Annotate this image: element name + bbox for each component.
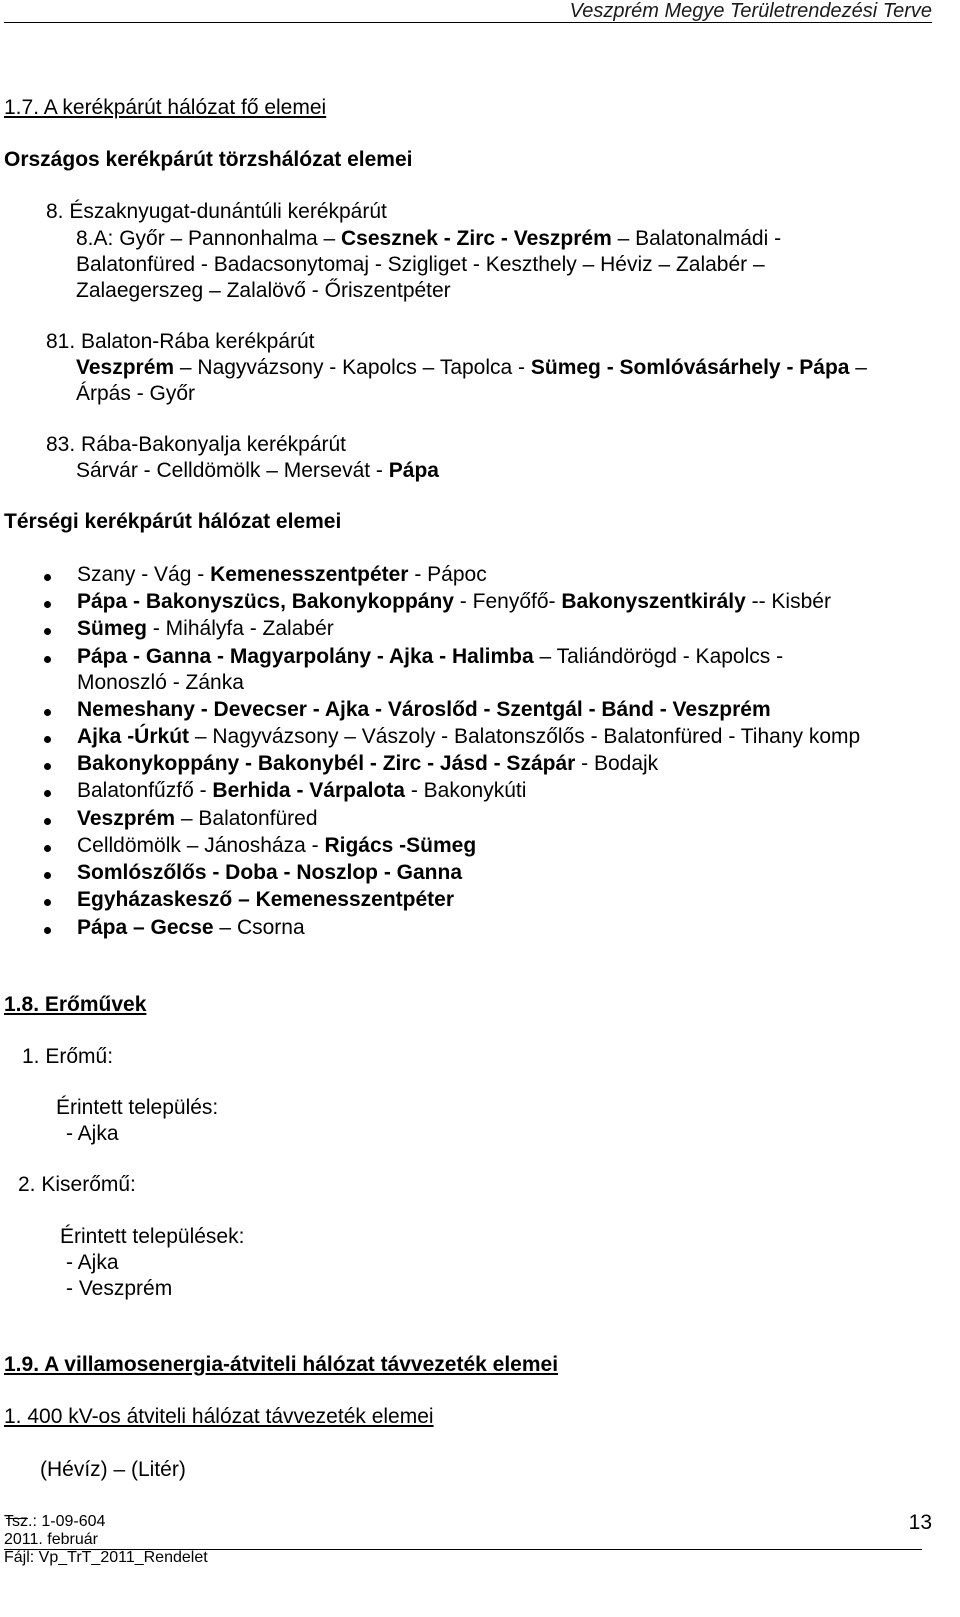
affected-label-2: Érintett települések: [60, 1225, 245, 1248]
bullet [44, 790, 51, 797]
bullet [44, 763, 51, 770]
list-item [77, 834, 476, 858]
regional-heading-text: Térségi kerékpárút hálózat elemei [4, 510, 342, 533]
seg: – Csorna [213, 916, 305, 939]
footer-file: Fájl: Vp_TrT_2011_Rendelet [4, 1549, 208, 1566]
seg: – Taliándörögd - Kapolcs - [533, 645, 784, 668]
list-item [77, 698, 771, 722]
page-number: 13 [908, 1511, 932, 1534]
footer-date: 2011. február [4, 1531, 98, 1548]
seg: Celldömölk – Jánosháza - [77, 834, 325, 857]
affected-place: - Ajka [66, 1122, 119, 1145]
route-8a-line3: Zalaegerszeg – Zalalövő - Őriszentpéter [76, 279, 451, 302]
list-item [77, 752, 658, 776]
regional-heading [4, 510, 341, 534]
bullet [44, 628, 51, 635]
route-83-seg-bold: Pápa [388, 459, 439, 482]
route-81-seg-bold: Sümeg - Somlóvásárhely - Pápa [530, 356, 850, 379]
seg: - Fenyőfő- [453, 590, 562, 613]
route-83-line1 [76, 459, 439, 483]
national-heading [4, 148, 413, 172]
seg-bold: Somlószőlős - Doba - Noszlop - Ganna [77, 861, 463, 884]
route-8a-seg: – Balatonalmádi - [611, 227, 782, 250]
seg: – Nagyvázsony – Vászoly - Balatonszőlős - Balatonfüred - Tihany komp [189, 725, 861, 748]
bullet [44, 845, 51, 852]
route-81-seg: – [849, 356, 867, 379]
seg-bold: Berhida - Várpalota [212, 779, 405, 802]
seg-bold: Egyházaskesző – Kemenesszentpéter [77, 888, 455, 911]
transmission-line: (Hévíz) – (Litér) [40, 1458, 186, 1481]
bullet [44, 709, 51, 716]
seg-bold: Sümeg [77, 617, 148, 640]
seg: Balatonfűzfő - [77, 779, 213, 802]
seg-bold: Pápa - Bakonyszücs, Bakonykoppány [77, 590, 454, 613]
header-rule [4, 22, 932, 23]
list-item [77, 779, 526, 803]
route-8a-line1 [76, 227, 781, 251]
route-81-line2: Árpás - Győr [76, 382, 196, 405]
section-1-8-title-text: 1.8. Erőművek [4, 993, 147, 1016]
route-8a-seg-bold: Csesznek - Zirc - Veszprém [341, 227, 612, 250]
section-1-9-sub-text: 1. 400 kV-os átviteli hálózat távvezeték elemei [4, 1405, 434, 1428]
route-81-line1 [76, 356, 867, 380]
route-81-seg: – Nagyvázsony - Kapolcs – Tapolca - [174, 356, 531, 379]
list-item [77, 888, 454, 912]
route-83-seg: Sárvár - Celldömölk – Mersevát - [76, 459, 389, 482]
route-83-title: 83. Rába-Bakonyalja kerékpárút [46, 433, 347, 456]
affected-label-1: Érintett település: [56, 1096, 219, 1119]
powerplant-item-2: 2. Kiserőmű: [18, 1173, 136, 1196]
bullet [44, 872, 51, 879]
affected-place: - Veszprém [66, 1277, 173, 1300]
header-title: Veszprém Megye Területrendezési Terve [569, 0, 932, 22]
bullet [44, 574, 51, 581]
seg: - Mihályfa - Zalabér [147, 617, 334, 640]
list-item [77, 916, 305, 940]
bullet [44, 736, 51, 743]
affected-place: - Ajka [66, 1251, 119, 1274]
section-1-7-title-text: 1.7. A kerékpárút hálózat fő elemei [4, 96, 327, 119]
footer-tsz: Tsz.: 1-09-604 [4, 1513, 106, 1530]
seg: – Balatonfüred [175, 807, 318, 830]
bullet [44, 601, 51, 608]
seg: -- Kisbér [745, 590, 831, 613]
list-item [77, 807, 318, 831]
seg-bold: Bakonykoppány - Bakonybél - Zirc - Jásd - Szápár [77, 752, 576, 775]
bullet [44, 656, 51, 663]
route-8a-line2: Balatonfüred - Badacsonytomaj - Szigliget - Keszthely – Héviz – Zalabér – [76, 253, 765, 276]
seg: - Bodajk [575, 752, 659, 775]
list-item [77, 725, 860, 749]
seg-bold: Kemenesszentpéter [210, 563, 409, 586]
seg-bold: Veszprém [77, 807, 176, 830]
section-1-9-sub [4, 1405, 434, 1429]
list-item [77, 563, 487, 587]
seg-bold: Bakonyszentkirály [561, 590, 746, 613]
route-8a-seg: 8.A: Győr – Pannonhalma – [76, 227, 341, 250]
seg: - Pápoc [408, 563, 487, 586]
route-81-title: 81. Balaton-Rába kerékpárút [46, 330, 315, 353]
seg-bold: Nemeshany - Devecser - Ajka - Városlőd - Szentgál - Bánd - Veszprém [77, 698, 771, 721]
list-item [77, 617, 334, 641]
section-1-8-title [4, 993, 146, 1017]
bullet [44, 899, 51, 906]
route-81-seg-bold: Veszprém [76, 356, 175, 379]
bullet [44, 818, 51, 825]
seg-bold: Ajka -Úrkút [77, 725, 190, 748]
list-item [77, 861, 462, 885]
seg-bold: Pápa - Ganna - Magyarpolány - Ajka - Halimba [77, 645, 534, 668]
list-item [77, 645, 783, 669]
section-1-9-title [4, 1353, 558, 1377]
list-item [77, 590, 831, 614]
section-1-9-title-text: 1.9. A villamosenergia-átviteli hálózat távvezeték elemei [4, 1353, 559, 1376]
section-1-7-title [4, 96, 326, 120]
route-8-title: 8. Északnyugat-dunántúli kerékpárút [46, 200, 387, 223]
national-heading-text: Országos kerékpárút törzshálózat elemei [4, 148, 413, 171]
seg-bold: Pápa – Gecse [77, 916, 214, 939]
seg: Szany - Vág - [77, 563, 211, 586]
seg: - Bakonykúti [404, 779, 527, 802]
powerplant-item-1: 1. Erőmű: [22, 1045, 114, 1068]
seg-bold: Rigács -Sümeg [324, 834, 477, 857]
bullet [44, 927, 51, 934]
list-item-cont: Monoszló - Zánka [77, 671, 244, 694]
